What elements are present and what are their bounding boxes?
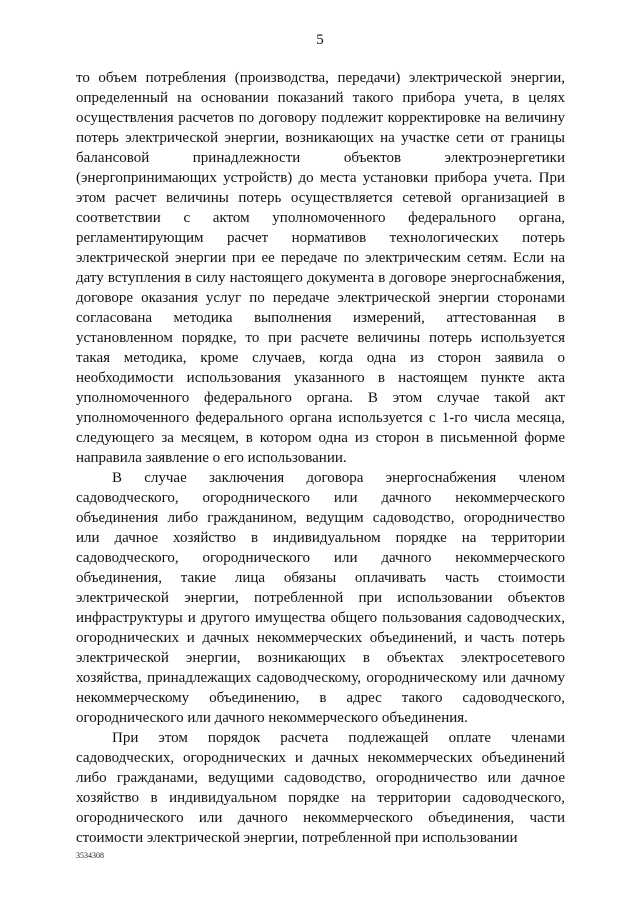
paragraph-calculation-order: При этом порядок расчета подлежащей оплате членами садоводческих, огороднических и дачных некоммерческих объединений либо гражданами, ведущими садоводство, огородничество или дачное хозяйство в индивидуальном порядке на территории садоводческого, огороднического или дачного некоммерческого объединения, части стоимости электрической энергии, потребленной при использовании [76, 730, 565, 846]
document-code: 3534308 [76, 851, 104, 860]
paragraph-continuation: то объем потребления (производства, передачи) электрической энергии, определенный на основании показаний такого прибора учета, в целях осуществления расчетов по договору подлежит корректировке на величину потерь электрической энергии, возникающих на участке сети от границы балансовой принадлежности объектов электроэнергетики (энергопринимающих устройств) до места установки прибора учета. При этом расчет величины потерь осуществляется сетевой организацией в соответствии с актом уполномоченного федерального органа, регламентирующим расчет нормативов технологических потерь электрической энергии при ее передаче по электрическим сетям. Если на дату вступления в силу настоящего документа в договоре энергоснабжения, договоре оказания услуг по передаче электрической энергии сторонами согласована методика выполнения измерений, аттестованная в установленном порядке, то при расчете величины потерь используется такая методика, кроме случаев, когда одна из сторон заявила о необходимости использования указанного в настоящем пункте акта уполномоченного федерального органа. В этом случае такой акт уполномоченного федерального органа используется с 1-го числа месяца, следующего за месяцем, в котором одна из сторон в письменной форме направила заявление о его использовании. [76, 70, 565, 466]
body-text [76, 68, 565, 848]
paragraph-gardening-contract: В случае заключения договора энергоснабжения членом садоводческого, огороднического или дачного некоммерческого объединения либо гражданином, ведущим садоводство, огородничество или дачное хозяйство в индивидуальном порядке на территории садоводческого, огороднического или дачного некоммерческого объединения, такие лица обязаны оплачивать часть стоимости электрической энергии, потребленной при использовании объектов инфраструктуры и другого имущества общего пользования садоводческих, огороднических и дачных некоммерческих объединений, и часть потерь электрической энергии, возникающих в объектах электросетевого хозяйства, принадлежащих садоводческому, огородническому или дачному некоммерческому объединению, в адрес такого садоводческого, огороднического или дачного некоммерческого объединения. [76, 470, 565, 726]
page-number: 5 [316, 32, 324, 48]
